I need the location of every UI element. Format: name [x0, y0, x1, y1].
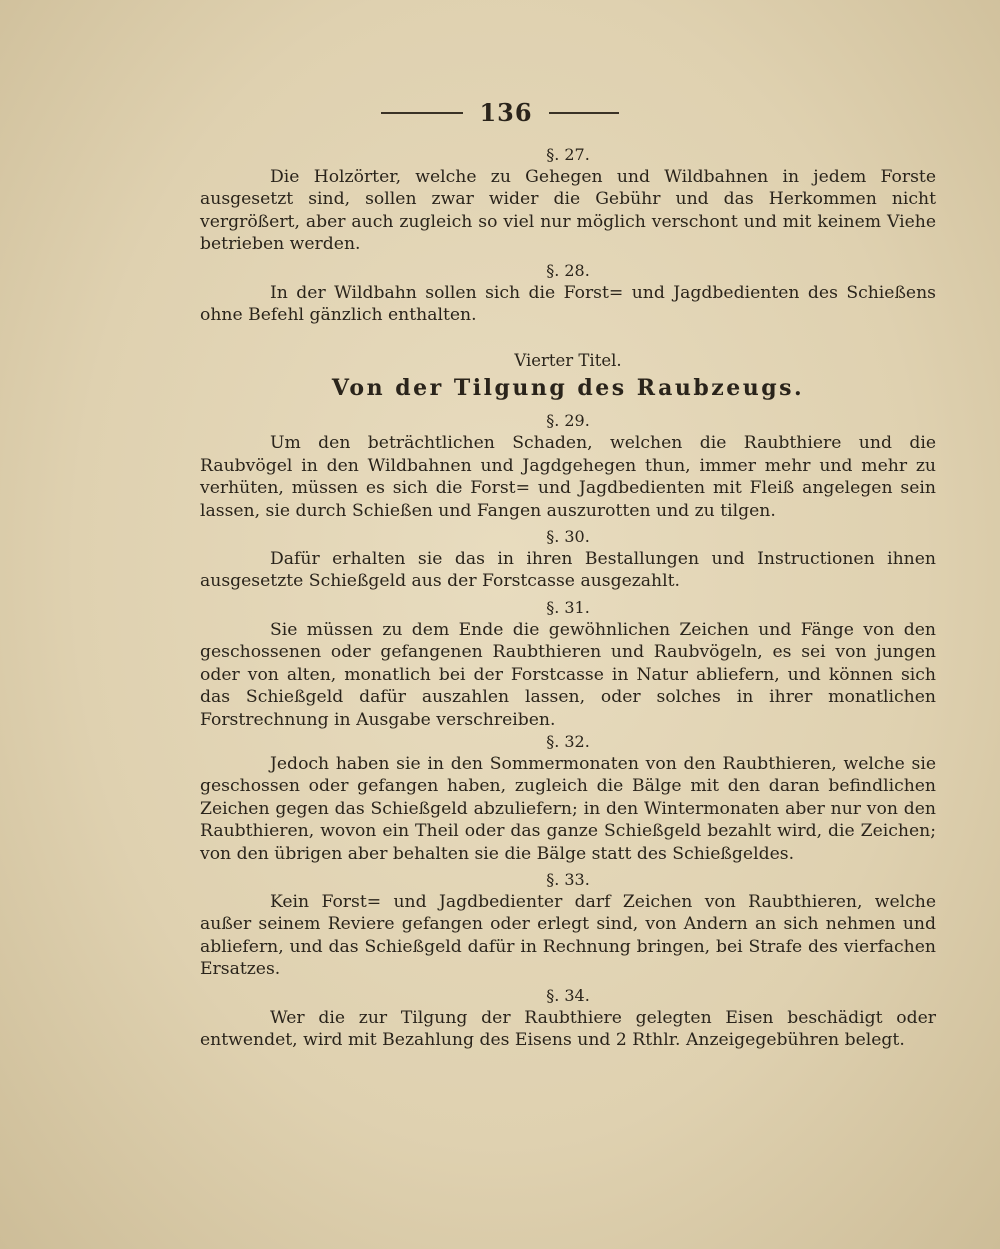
section-heading-31: §. 31.	[546, 597, 590, 617]
section-text-27: Die Holzörter, welche zu Gehegen und Wildbahnen in jedem Forste ausgesetzt sind, sollen zwar wider die Gebühr und das Herkommen nicht vergrößert, aber auch zugleich so viel nur möglich verschont und mit keinem Viehe betrieben werden.	[200, 167, 936, 255]
section-text-32: Jedoch haben sie in den Sommermonaten von den Raubthieren, welche sie geschossen oder gefangen haben, zugleich die Bälge mit den daran befindlichen Zeichen gegen das Schießgeld abzuliefern; in den Wintermonaten aber nur von den Raubthieren, wovon ein Theil oder das ganze Schießgeld bezahlt wird, die Zeichen; von den übrigen aber behalten sie die Bälge statt des Schießgeldes.	[200, 753, 936, 864]
section-text-31: Sie müssen zu dem Ende die gewöhnlichen Zeichen und Fänge von den geschossenen oder gefangenen Raubthieren und Raubvögeln, es sei von jungen oder von alten, monatlich bei der Forstcasse in Natur abliefern, und können sich das Schießgeld dafür auszahlen lassen, oder solches in ihrer monatlichen Forstrechnung in Ausgabe verschreiben.	[200, 619, 936, 730]
page-header	[0, 98, 1000, 127]
section-text-33: Kein Forst= und Jagdbedienter darf Zeichen von Raubthieren, welche außer seinem Reviere gefangen oder erlegt sind, von Andern an sich nehmen und abliefern, und das Schießgeld dafür in Rechnung bringen, bei Strafe des vierfachen Ersatzes.	[200, 891, 936, 980]
section-heading-30: §. 30.	[546, 527, 590, 547]
section-heading-34: §. 34.	[546, 985, 590, 1005]
section-heading-27: §. 27.	[546, 145, 590, 164]
chapter-subtitle: Vierter Titel.	[514, 351, 622, 371]
page-body	[200, 144, 936, 1051]
chapter-title: Von der Tilgung des Raubzeugs.	[331, 375, 805, 402]
section-text-34: Wer die zur Tilgung der Raubthiere gelegten Eisen beschädigt oder entwendet, wird mit Bezahlung des Eisens und 2 Rthlr. Anzeigegebühren belegt.	[200, 1007, 936, 1050]
section-heading-33: §. 33.	[546, 869, 590, 889]
section-heading-29: §. 29.	[546, 411, 590, 431]
section-heading-32: §. 32.	[546, 731, 590, 751]
header-rule-right	[549, 112, 619, 114]
header-rule-left	[381, 112, 463, 114]
section-text-30: Dafür erhalten sie das in ihren Bestallungen und Instructionen ihnen ausgesetzte Schießgeld aus der Forstcasse ausgezahlt.	[200, 549, 936, 592]
section-text-28: In der Wildbahn sollen sich die Forst= und Jagdbedienten des Schießens ohne Befehl gänzlich enthalten.	[200, 282, 936, 326]
page-number: 136	[479, 98, 533, 127]
section-heading-28: §. 28.	[546, 260, 590, 280]
section-text-29: Um den beträchtlichen Schaden, welchen die Raubthiere und die Raubvögel in den Wildbahnen und Jagdgehegen thun, immer mehr und mehr zu verhüten, müssen es sich die Forst= und Jagdbedienten mit Fleiß angelegen sein lassen, sie durch Schießen und Fangen auszurotten und zu tilgen.	[200, 433, 936, 521]
